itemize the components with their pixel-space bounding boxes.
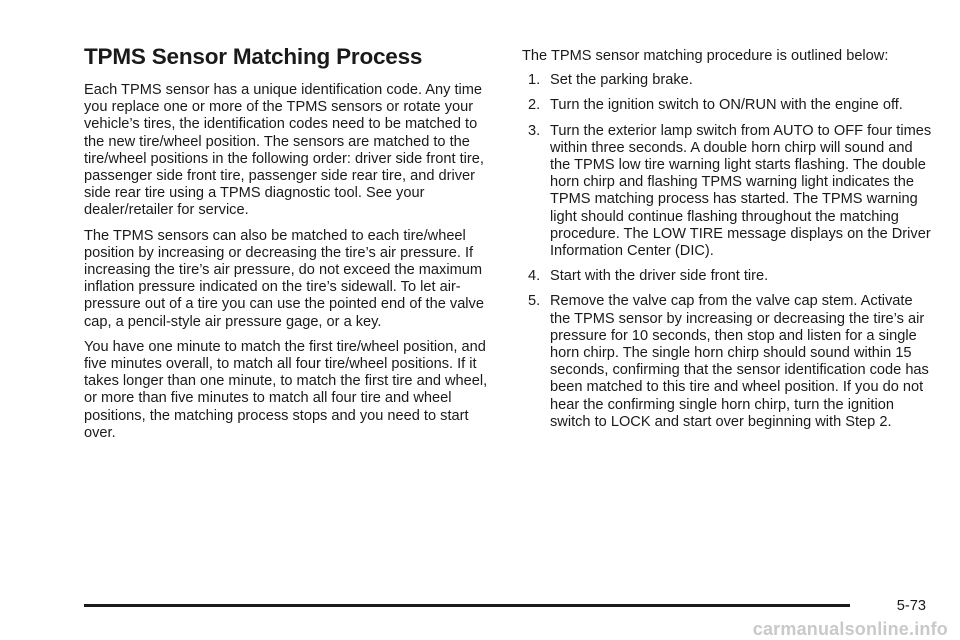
section-title: TPMS Sensor Matching Process	[84, 44, 423, 69]
step-text: Start with the driver side front tire.	[550, 268, 769, 285]
step-number: 2.	[528, 97, 541, 114]
step-number: 4.	[528, 268, 541, 285]
right-column	[522, 44, 934, 439]
footer-rule	[84, 604, 850, 607]
left-column	[84, 44, 496, 450]
step-text: Turn the ignition switch to ON/RUN with the engine off.	[550, 97, 903, 114]
step-number: 3.	[528, 122, 541, 139]
step-text: Set the parking brake.	[550, 72, 693, 89]
procedure-steps	[522, 72, 934, 431]
paragraph-time-limits: You have one minute to match the first tire/wheel position, and five minutes overall, to match all four tire/wheel positions. If it takes longer than one minute, to match the first tire and wheel, or more than five minutes to match all four tire and wheel positions, the matching process stops and you need to start over.	[84, 338, 488, 441]
step-item	[522, 123, 934, 261]
step-number: 5.	[528, 293, 541, 310]
page-number: 5-73	[896, 598, 926, 614]
paragraph-sensor-id: Each TPMS sensor has a unique identification code. Any time you replace one or more of the TPMS sensors or rotate your vehicle’s tires, the identification codes need to be matched to the new tire/wheel position. The sensors are matched to the tire/wheel positions in the following order: driver side front tire, passenger side front tire, passenger side rear tire, and driver side rear tire using a TPMS diagnostic tool. See your dealer/retailer for service.	[84, 82, 484, 219]
step-item	[522, 293, 934, 431]
step-item	[522, 97, 934, 114]
step-text: Turn the exterior lamp switch from AUTO to OFF four times within three seconds. A double horn chirp will sound and the TPMS low tire warning light starts flashing. The double horn chirp and flashing TPMS warning light indicates the TPMS matching process has started. The TPMS warning light should continue flashing throughout the matching procedure. The LOW TIRE message displays on the Driver Information Center (DIC).	[550, 122, 932, 260]
step-text: Remove the valve cap from the valve cap stem. Activate the TPMS sensor by increasing or decreasing the tire’s air pressure for 10 seconds, then stop and listen for a single horn chirp. The single horn chirp should sound within 15 seconds, confirming that the sensor identification code has been matched to this tire and wheel position. If you do not hear the confirming single horn chirp, turn the ignition switch to LOCK and start over beginning with Step 2.	[550, 293, 929, 430]
step-item	[522, 72, 934, 89]
step-item	[522, 268, 934, 285]
paragraph-pressure-matching: The TPMS sensors can also be matched to each tire/wheel position by increasing or decreasing the tire’s air pressure. If increasing the tire’s air pressure, do not exceed the maximum inflation pressure indicated on the tire’s sidewall. To let air-pressure out of a tire you can use the pointed end of the valve cap, a pencil-style air pressure gage, or a key.	[84, 227, 484, 330]
procedure-intro: The TPMS sensor matching procedure is outlined below:	[522, 48, 889, 64]
watermark: carmanualsonline.info	[752, 619, 948, 639]
step-number: 1.	[528, 72, 541, 89]
